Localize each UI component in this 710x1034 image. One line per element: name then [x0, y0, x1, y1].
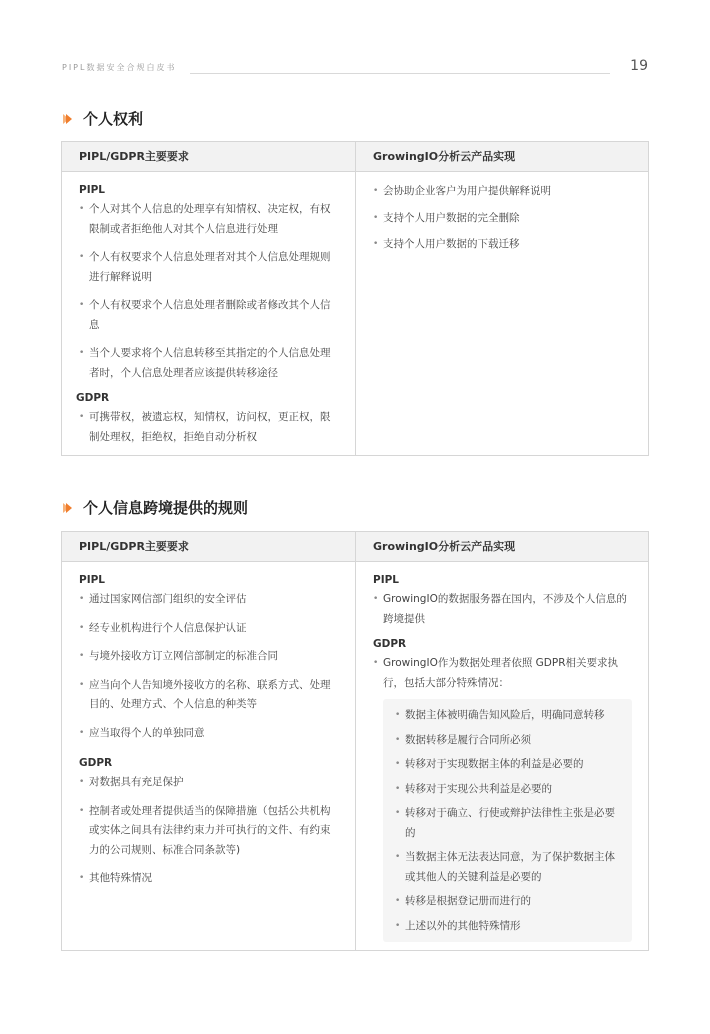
list-item: • 个人有权要求个人信息处理者对其个人信息处理规则进行解释说明 — [79, 248, 339, 287]
list-item: • 应当取得个人的单独同意 — [79, 724, 339, 744]
table-body-row — [62, 172, 648, 455]
list-item: • GrowingIO作为数据处理者依照 GDPR相关要求执行，包括大部分特殊情况： — [373, 654, 632, 693]
list-item: • 控制者或处理者提供适当的保障措施（包括公共机构或实体之间具有法律约束力并可执行的文件、有约束力的公司规则、标准合同条款等) — [79, 802, 339, 861]
column-header-requirements: PIPL/GDPR主要要求 — [79, 150, 189, 163]
implementation-cell — [355, 172, 648, 455]
list-item: • 数据主体被明确告知风险后，明确同意转移 — [395, 706, 622, 726]
gdpr-requirements-list — [79, 408, 339, 447]
list-item: • 支持个人用户数据的完全删除 — [373, 209, 632, 229]
page-number: 19 — [630, 58, 648, 74]
gdpr-label: GDPR — [373, 638, 407, 650]
personal-rights-table — [61, 141, 649, 456]
list-item: • 经专业机构进行个人信息保护认证 — [79, 619, 339, 639]
header-divider — [190, 73, 610, 74]
pipl-label: PIPL — [79, 574, 105, 586]
column-header-requirements: PIPL/GDPR主要要求 — [79, 540, 189, 553]
list-item: • 转移对于确立、行使或辩护法律性主张是必要的 — [395, 804, 622, 843]
pipl-implementation-list — [373, 590, 632, 629]
chevron-right-icon — [62, 502, 74, 514]
table-header-row — [62, 142, 648, 172]
column-header-implementation: GrowingIO分析云产品实现 — [355, 142, 648, 171]
list-item: • 通过国家网信部门组织的安全评估 — [79, 590, 339, 610]
section-title-personal-rights — [62, 108, 143, 129]
gdpr-requirements-list — [79, 773, 339, 889]
list-item: • GrowingIO的数据服务器在国内，不涉及个人信息的跨境提供 — [373, 590, 632, 629]
list-item: • 个人有权要求个人信息处理者删除或者修改其个人信息 — [79, 296, 339, 335]
pipl-label: PIPL — [79, 184, 105, 196]
section-title-cross-border — [62, 497, 248, 518]
gdpr-label: GDPR — [79, 757, 113, 769]
table-header-row — [62, 532, 648, 562]
list-item: • 数据转移是履行合同所必须 — [395, 731, 622, 751]
list-item: • 其他特殊情况 — [79, 869, 339, 889]
pipl-requirements-list — [79, 200, 339, 383]
page-header — [62, 58, 650, 80]
list-item: • 转移对于实现公共利益是必要的 — [395, 780, 622, 800]
gdpr-implementation-list — [373, 654, 632, 693]
list-item: • 应当向个人告知境外接收方的名称、联系方式、处理目的、处理方式、个人信息的种类等 — [79, 676, 339, 715]
gdpr-label: GDPR — [76, 392, 110, 404]
requirements-cell — [62, 172, 355, 455]
table-body-row — [62, 562, 648, 950]
chevron-right-icon — [62, 113, 74, 125]
section-title-text: 个人信息跨境提供的规则 — [83, 499, 249, 517]
list-item: • 与境外接收方订立网信部制定的标准合同 — [79, 647, 339, 667]
list-item: • 对数据具有充足保护 — [79, 773, 339, 793]
pipl-label: PIPL — [373, 574, 399, 586]
list-item: • 支持个人用户数据的下载迁移 — [373, 235, 632, 255]
list-item: • 当个人要求将个人信息转移至其指定的个人信息处理者时，个人信息处理者应该提供转移途径 — [79, 344, 339, 383]
section-title-text: 个人权利 — [83, 110, 144, 128]
requirements-cell — [62, 562, 355, 950]
list-item: • 个人对其个人信息的处理享有知情权、决定权，有权限制或者拒绝他人对其个人信息进行处理 — [79, 200, 339, 239]
list-item: • 上述以外的其他特殊情形 — [395, 917, 622, 937]
list-item: • 转移是根据登记册而进行的 — [395, 892, 622, 912]
implementation-cell — [355, 562, 648, 950]
list-item: • 当数据主体无法表达同意，为了保护数据主体或其他人的关键利益是必要的 — [395, 848, 622, 887]
implementation-list — [373, 182, 632, 255]
special-cases-list — [395, 706, 622, 936]
pipl-requirements-list — [79, 590, 339, 743]
document-title: PIPL数据安全合规白皮书 — [62, 63, 177, 72]
special-cases-box — [383, 699, 632, 942]
list-item: • 转移对于实现数据主体的利益是必要的 — [395, 755, 622, 775]
list-item: • 会协助企业客户为用户提供解释说明 — [373, 182, 632, 202]
list-item: • 可携带权，被遗忘权，知情权，访问权，更正权，限制处理权，拒绝权，拒绝自动分析权 — [79, 408, 339, 447]
cross-border-table — [61, 531, 649, 951]
column-header-implementation: GrowingIO分析云产品实现 — [355, 532, 648, 561]
